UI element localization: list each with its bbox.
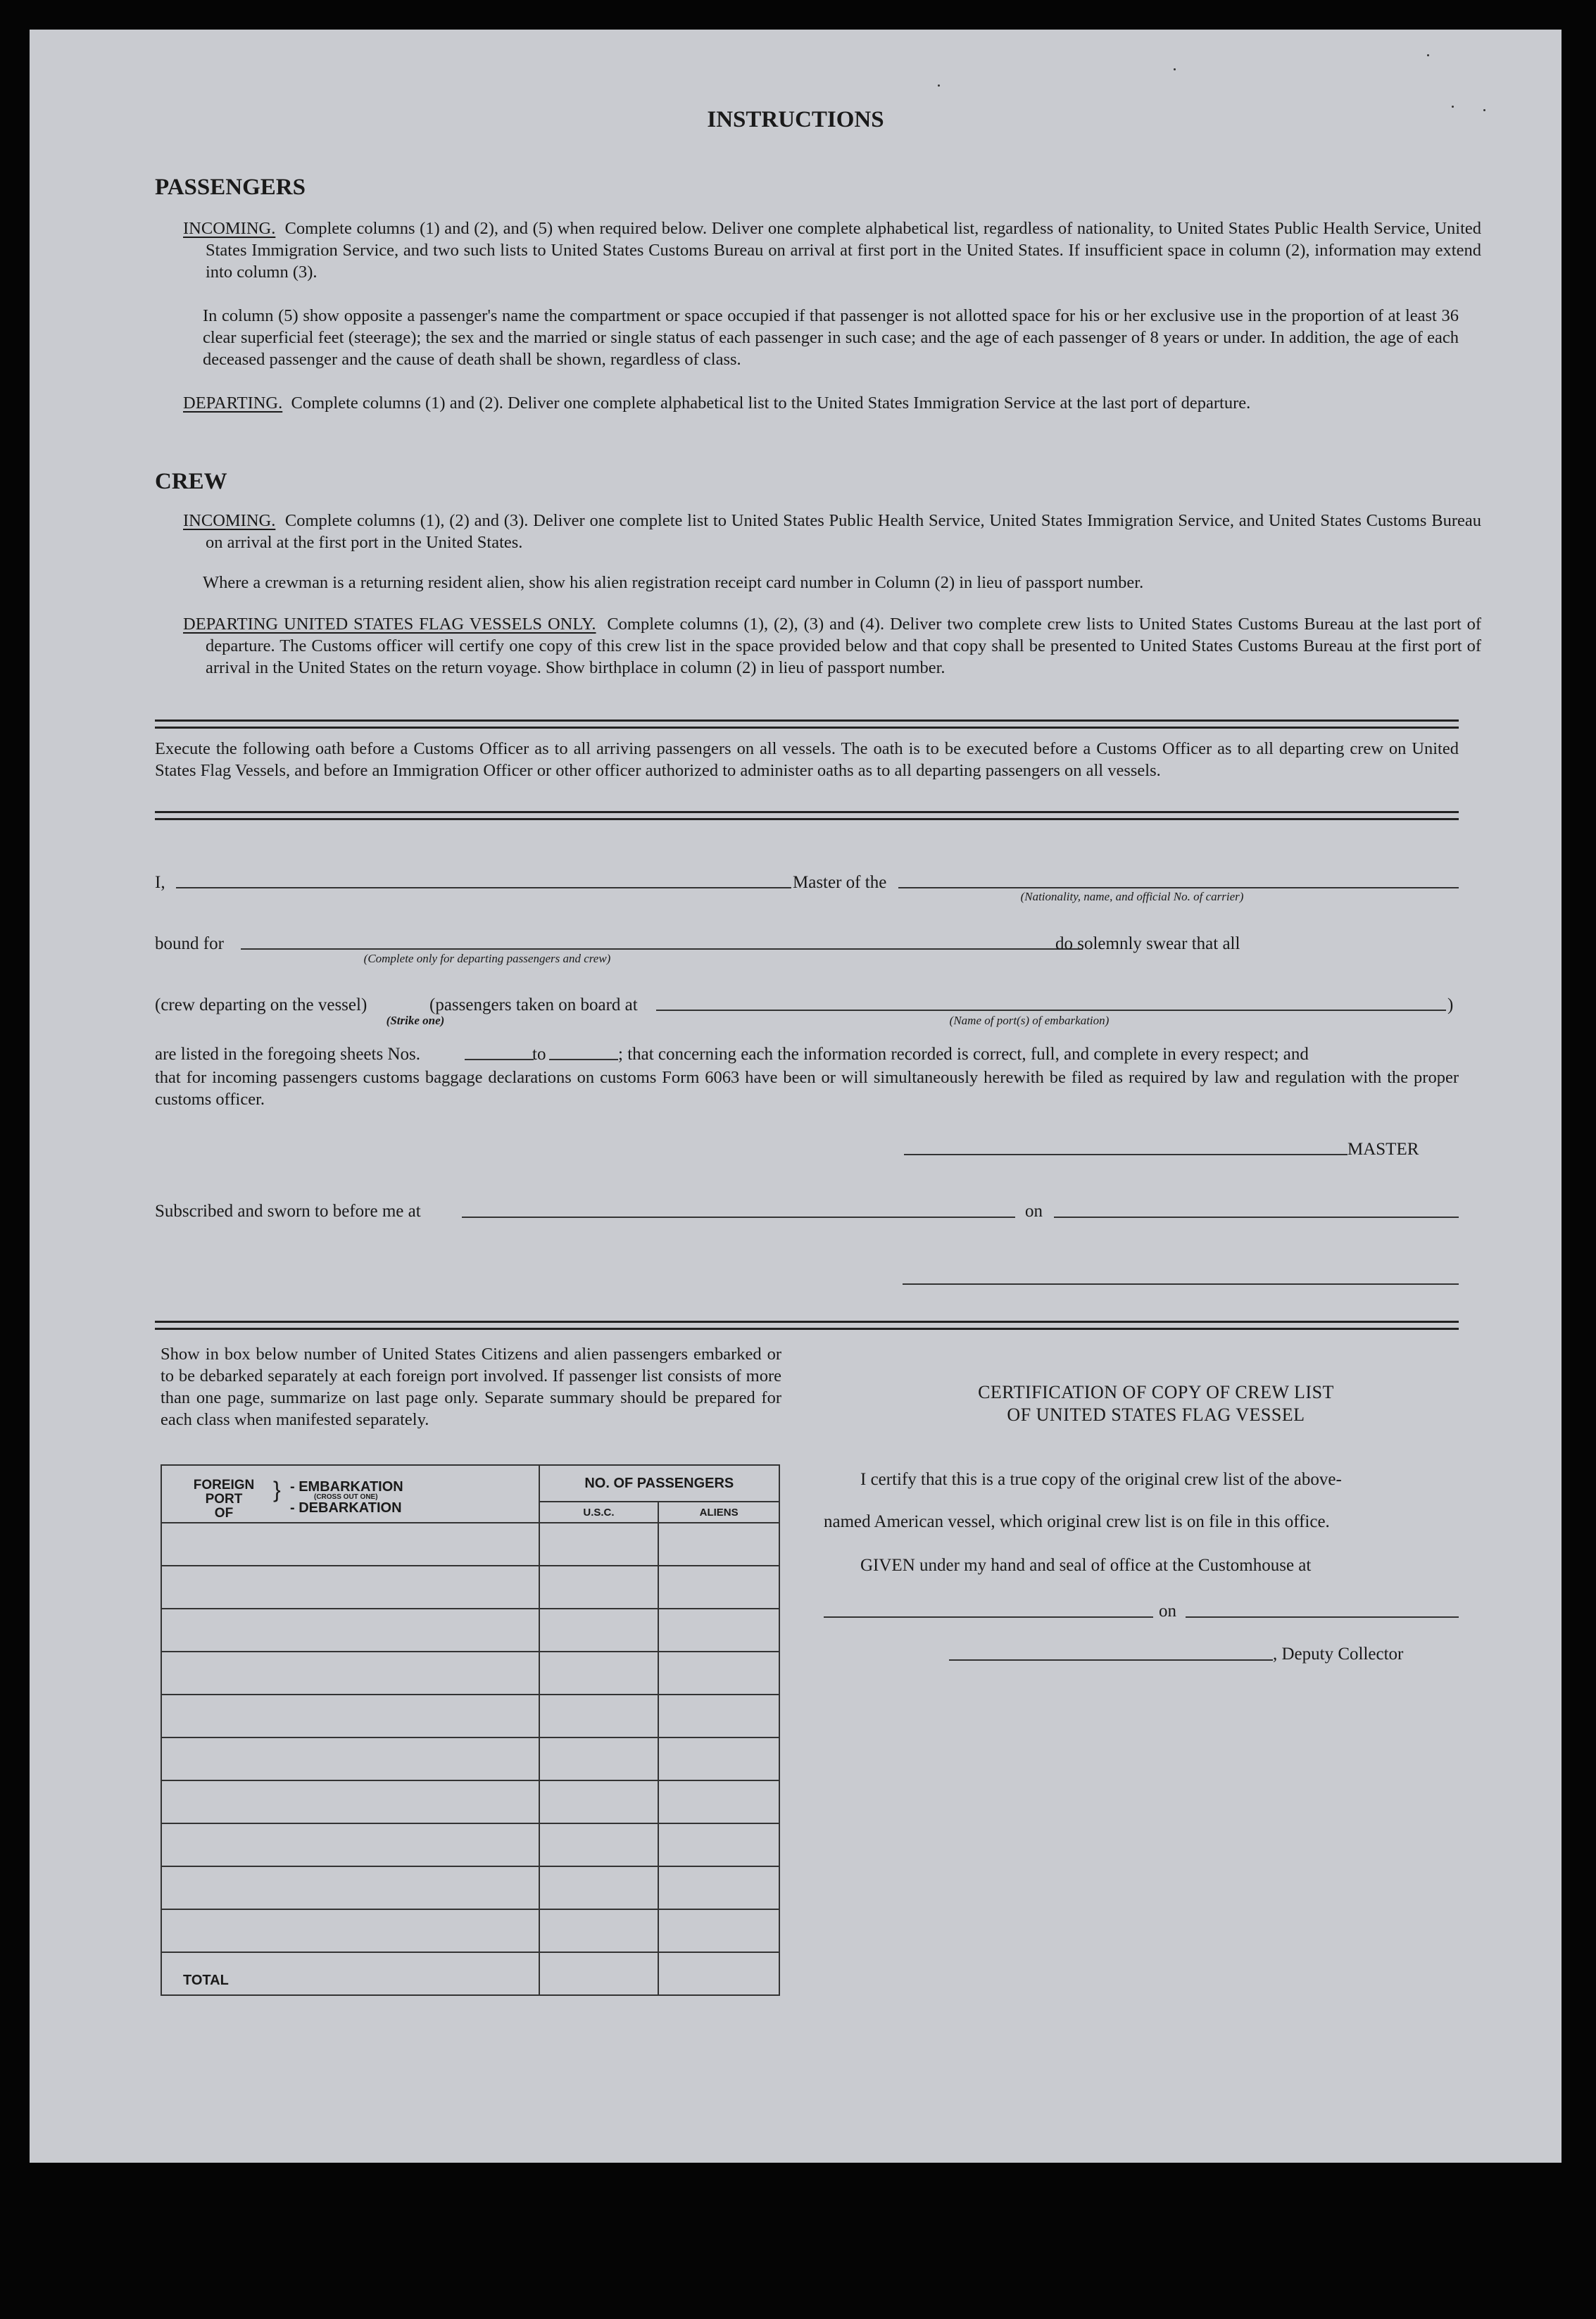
page-title: INSTRUCTIONS <box>707 107 884 132</box>
table-row <box>161 1823 779 1866</box>
passengers-heading: PASSENGERS <box>155 175 306 200</box>
double-rule <box>155 811 1459 820</box>
aliens-cell[interactable] <box>658 1909 779 1952</box>
port-cell[interactable] <box>161 1695 539 1737</box>
usc-cell[interactable] <box>539 1609 659 1652</box>
passengers-incoming-text: Complete columns (1) and (2), and (5) when required below. Deliver one complete alphabetical list, regardless of nationality, to United States Public Health Service, United States Immigration Service, and two such lists to United States Customs Bureau on arrival at first port in the United States. If insufficient space in column (2), information may extend into column (3). <box>206 219 1482 282</box>
crew-departing-option[interactable]: (crew departing on the vessel) <box>155 995 367 1014</box>
aliens-header: ALIENS <box>658 1502 779 1523</box>
master-signature-field[interactable] <box>904 1154 1347 1155</box>
passengers-taken-option[interactable]: (passengers taken on board at <box>429 995 638 1014</box>
scan-speck <box>938 84 940 87</box>
certification-title <box>825 1381 1487 1426</box>
cross-out-label: (CROSS OUT ONE) <box>314 1493 378 1501</box>
certification-on-label: on <box>1159 1602 1176 1621</box>
summary-header-row <box>161 1465 779 1502</box>
listed-post: ; that concerning each the information recorded is correct, full, and complete in every respect; and <box>618 1045 1309 1064</box>
oath-intro: Execute the following oath before a Customs Officer as to all arriving passengers on all vessels. The oath is to be executed before a Customs Officer as to all departing crew on United States Flag Vessels, and before an Immigration Officer or other officer authorized to administer oaths as to all departing passengers on all vessels. <box>155 739 1459 780</box>
crew-incoming <box>183 510 1481 553</box>
table-row <box>161 1566 779 1609</box>
table-row <box>161 1780 779 1823</box>
debarkation-option[interactable]: - DEBARKATION <box>290 1500 402 1516</box>
passengers-incoming-label: INCOMING. <box>183 219 276 238</box>
crew-departing-label: DEPARTING UNITED STATES FLAG VESSELS ONLY. <box>183 615 596 634</box>
bound-for-label: bound for <box>155 934 224 953</box>
given-text: GIVEN under my hand and seal of office at the Customhouse at <box>860 1556 1312 1575</box>
port-label: PORT <box>205 1492 243 1507</box>
table-row <box>161 1523 779 1566</box>
listed-pre: are listed in the foregoing sheets Nos. <box>155 1045 420 1064</box>
sheet-from-field[interactable] <box>465 1059 534 1060</box>
table-row <box>161 1609 779 1652</box>
port-cell[interactable] <box>161 1737 539 1780</box>
certification-title-line1: CERTIFICATION OF COPY OF CREW LIST <box>978 1382 1334 1402</box>
aliens-cell[interactable] <box>658 1566 779 1609</box>
aliens-cell[interactable] <box>658 1823 779 1866</box>
aliens-total-cell[interactable] <box>658 1952 779 1995</box>
master-name-field[interactable] <box>176 887 791 888</box>
aliens-cell[interactable] <box>658 1695 779 1737</box>
usc-cell[interactable] <box>539 1909 659 1952</box>
total-label: TOTAL <box>161 1952 539 1995</box>
of-label: OF <box>214 1506 234 1521</box>
port-cell[interactable] <box>161 1823 539 1866</box>
port-cell[interactable] <box>161 1652 539 1695</box>
crew-incoming-text: Complete columns (1), (2) and (3). Deliver one complete list to United States Public Health Service, United States Immigration Service, and United States Customs Bureau on arrival at the first port in the United States. <box>206 511 1481 552</box>
aliens-cell[interactable] <box>658 1609 779 1652</box>
listed-rest: that for incoming passengers customs baggage declarations on customs Form 6063 have been or will simultaneously herewith be filed as required by law and regulation with the proper customs officer. <box>155 1068 1459 1109</box>
subscribed-place-field[interactable] <box>462 1217 1015 1218</box>
certify-line1: I certify that this is a true copy of the original crew list of the above- <box>860 1470 1342 1489</box>
passengers-departing <box>183 392 1481 414</box>
customhouse-field[interactable] <box>824 1616 1153 1618</box>
master-of-label: Master of the <box>793 873 887 892</box>
certification-date-field[interactable] <box>1186 1616 1459 1618</box>
port-cell[interactable] <box>161 1523 539 1566</box>
table-row <box>161 1909 779 1952</box>
port-header-cell <box>161 1465 539 1523</box>
usc-cell[interactable] <box>539 1866 659 1909</box>
carrier-caption: (Nationality, name, and official No. of carrier) <box>1020 890 1244 903</box>
deputy-signature-field[interactable] <box>949 1659 1273 1661</box>
ports-caption: (Name of port(s) of embarkation) <box>949 1014 1110 1027</box>
swear-label: do solemnly swear that all <box>1055 934 1240 953</box>
listed-to: to <box>532 1045 546 1064</box>
foreign-label: FOREIGN <box>193 1478 255 1492</box>
subscribed-label: Subscribed and sworn to before me at <box>155 1202 421 1221</box>
crew-resident: Where a crewman is a returning resident alien, show his alien registration receipt card number in Column (2) in lieu of passport number. <box>203 573 1144 592</box>
port-cell[interactable] <box>161 1866 539 1909</box>
ports-field[interactable] <box>656 1010 1446 1011</box>
usc-cell[interactable] <box>539 1652 659 1695</box>
oath-i-label: I, <box>155 873 165 892</box>
usc-total-cell[interactable] <box>539 1952 659 1995</box>
aliens-cell[interactable] <box>658 1866 779 1909</box>
embark-debark-options[interactable] <box>290 1480 403 1515</box>
certification-title-line2: OF UNITED STATES FLAG VESSEL <box>1007 1404 1305 1425</box>
port-cell[interactable] <box>161 1909 539 1952</box>
embarkation-option[interactable]: - EMBARKATION <box>290 1479 403 1495</box>
scan-speck <box>1174 68 1176 70</box>
certify-line2: named American vessel, which original crew list is on file in this office. <box>824 1512 1330 1531</box>
usc-cell[interactable] <box>539 1523 659 1566</box>
passengers-departing-label: DEPARTING. <box>183 394 283 413</box>
no-passengers-header: NO. OF PASSENGERS <box>539 1465 779 1502</box>
subscribed-date-field[interactable] <box>1054 1217 1459 1218</box>
table-row <box>161 1737 779 1780</box>
foreign-port-of <box>182 1478 266 1521</box>
form-page <box>30 30 1562 2163</box>
crew-departing-text: Complete columns (1), (2), (3) and (4). Deliver two complete crew lists to United States Customs Bureau at the last port of departure. The Customs officer will certify one copy of this crew list in the space provided below and that copy shall be presented to United States Customs Bureau at the first port of arrival in the United States on the return voyage. Show birthplace in column (2) in lieu of passport number. <box>206 615 1481 677</box>
port-cell[interactable] <box>161 1780 539 1823</box>
port-cell[interactable] <box>161 1609 539 1652</box>
double-rule <box>155 1321 1459 1330</box>
usc-cell[interactable] <box>539 1566 659 1609</box>
master-label: MASTER <box>1347 1140 1419 1159</box>
subscribed-on-label: on <box>1025 1202 1043 1221</box>
usc-header: U.S.C. <box>539 1502 659 1523</box>
carrier-field[interactable] <box>898 887 1459 888</box>
table-row <box>161 1695 779 1737</box>
bound-for-field[interactable] <box>241 948 1083 950</box>
passenger-summary-table <box>161 1464 780 1996</box>
double-rule <box>155 719 1459 729</box>
close-paren: ) <box>1447 995 1454 1014</box>
aliens-cell[interactable] <box>658 1780 779 1823</box>
passengers-departing-text: Complete columns (1) and (2). Deliver one complete alphabetical list to the United States Immigration Service at the last port of departure. <box>291 394 1251 413</box>
sheet-to-field[interactable] <box>549 1059 618 1060</box>
summary-instructions: Show in box below number of United States Citizens and alien passengers embarked or to be debarked separately at each foreign port involved. If passenger list consists of more than one page, summarize on last page only. Separate summary should be prepared for each class when manifested separately. <box>161 1345 781 1429</box>
brace-icon: } <box>273 1477 281 1502</box>
usc-cell[interactable] <box>539 1737 659 1780</box>
usc-cell[interactable] <box>539 1780 659 1823</box>
passengers-incoming <box>183 218 1481 283</box>
bound-caption: (Complete only for departing passengers and crew) <box>363 952 611 965</box>
table-row <box>161 1866 779 1909</box>
aliens-cell[interactable] <box>658 1737 779 1780</box>
crew-departing <box>183 613 1481 679</box>
scan-speck <box>1427 54 1429 56</box>
officer-signature-field[interactable] <box>903 1283 1459 1285</box>
deputy-collector-label: , Deputy Collector <box>1273 1645 1404 1664</box>
crew-incoming-label: INCOMING. <box>183 511 276 530</box>
usc-cell[interactable] <box>539 1823 659 1866</box>
crew-heading: CREW <box>155 469 227 494</box>
usc-cell[interactable] <box>539 1695 659 1737</box>
total-row <box>161 1952 779 1995</box>
port-cell[interactable] <box>161 1566 539 1609</box>
strike-one-caption: (Strike one) <box>386 1014 445 1027</box>
aliens-cell[interactable] <box>658 1523 779 1566</box>
aliens-cell[interactable] <box>658 1652 779 1695</box>
table-row <box>161 1652 779 1695</box>
passengers-column5: In column (5) show opposite a passenger's name the compartment or space occupied if that passenger is not allotted space for his or her exclusive use in the proportion of at least 36 clear superficial feet (steerage); the sex and the married or single status of each passenger in such case; and the age of each passenger of 8 years or under. In addition, the age of each deceased passenger and the cause of death shall be shown, regardless of class. <box>203 306 1459 369</box>
